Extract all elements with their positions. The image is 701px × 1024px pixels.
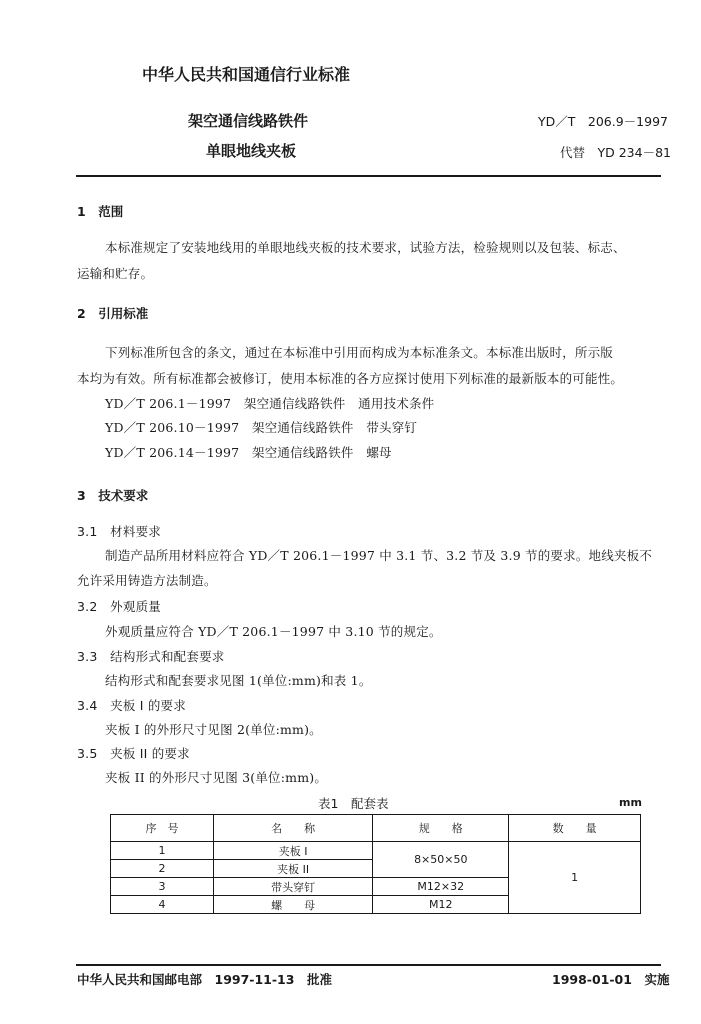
reference-item: YD／T 206.10－1997 架空通信线路铁件 带头穿钉 [105, 420, 418, 435]
issuing-standard-title: 中华人民共和国通信行业标准 [142, 65, 351, 84]
section-3-2-heading: 3.2 外观质量 [77, 599, 161, 614]
cell-serial-no: 3 [111, 878, 214, 896]
cell-serial-no: 1 [111, 842, 214, 860]
cell-name: 夹板 II [213, 860, 372, 878]
cell-serial-no: 4 [111, 896, 214, 914]
section-3-3-heading: 3.3 结构形式和配套要求 [77, 649, 225, 664]
section-3-2-paragraph: 外观质量应符合 YD／T 206.1－1997 中 3.10 节的规定。 [105, 624, 442, 639]
cell-serial-no: 2 [111, 860, 214, 878]
cell-name: 夹板 I [213, 842, 372, 860]
table-header-row [111, 815, 641, 842]
cell-specification: M12×32 [373, 878, 509, 896]
assembly-table [110, 814, 641, 914]
document-title-line1: 架空通信线路铁件 [188, 112, 309, 130]
table-caption: 表1 配套表 [318, 796, 389, 811]
header-quantity: 数 量 [509, 815, 641, 842]
header-rule [76, 175, 661, 177]
approval-line: 中华人民共和国邮电部 1997-11-13 批准 [77, 972, 332, 987]
section-3-5-paragraph: 夹板 II 的外形尺寸见图 3(单位:mm)。 [105, 770, 328, 785]
footer-rule [76, 964, 661, 966]
section-3-1-paragraph-line1: 制造产品所用材料应符合 YD／T 206.1－1997 中 3.1 节、3.2 节及 3.9 节的要求。地线夹板不 [105, 548, 653, 563]
section-2-paragraph-line2: 本均为有效。所有标准都会被修订，使用本标准的各方应探讨使用下列标准的最新版本的可能性。 [77, 371, 624, 386]
table-row [111, 842, 641, 860]
section-1-paragraph-line2: 运输和贮存。 [77, 266, 154, 281]
section-3-1-paragraph-line2: 允许采用铸造方法制造。 [77, 573, 217, 588]
section-3-heading: 3 技术要求 [77, 488, 149, 503]
cell-name: 螺 母 [213, 896, 372, 914]
effective-date-line: 1998-01-01 实施 [552, 972, 670, 987]
cell-name: 带头穿钉 [213, 878, 372, 896]
section-3-4-heading: 3.4 夹板 I 的要求 [77, 698, 186, 713]
section-3-4-paragraph: 夹板 I 的外形尺寸见图 2(单位:mm)。 [105, 722, 322, 737]
reference-item: YD／T 206.14－1997 架空通信线路铁件 螺母 [105, 445, 392, 460]
cell-specification: M12 [373, 896, 509, 914]
cell-specification-merged: 8×50×50 [373, 842, 509, 878]
section-1-heading: 1 范围 [77, 204, 124, 219]
section-3-3-paragraph: 结构形式和配套要求见图 1(单位:mm)和表 1。 [105, 673, 372, 688]
header-serial-no: 序 号 [111, 815, 214, 842]
section-2-heading: 2 引用标准 [77, 306, 149, 321]
document-title-line2: 单眼地线夹板 [206, 142, 297, 160]
section-3-5-heading: 3.5 夹板 II 的要求 [77, 746, 190, 761]
section-3-1-heading: 3.1 材料要求 [77, 524, 161, 539]
section-2-paragraph-line1: 下列标准所包含的条文，通过在本标准中引用而构成为本标准条文。本标准出版时，所示版 [105, 345, 614, 360]
section-1-paragraph-line1: 本标准规定了安装地线用的单眼地线夹板的技术要求，试验方法，检验规则以及包装、标志、 [105, 240, 626, 255]
header-name: 名 称 [213, 815, 372, 842]
header-specification: 规 格 [373, 815, 509, 842]
cell-quantity-merged: 1 [509, 842, 641, 914]
reference-item: YD／T 206.1－1997 架空通信线路铁件 通用技术条件 [105, 396, 435, 411]
standard-number: YD／T 206.9－1997 [538, 114, 668, 129]
replaces-standard: 代替 YD 234－81 [560, 145, 671, 160]
table-unit: mm [619, 796, 642, 809]
